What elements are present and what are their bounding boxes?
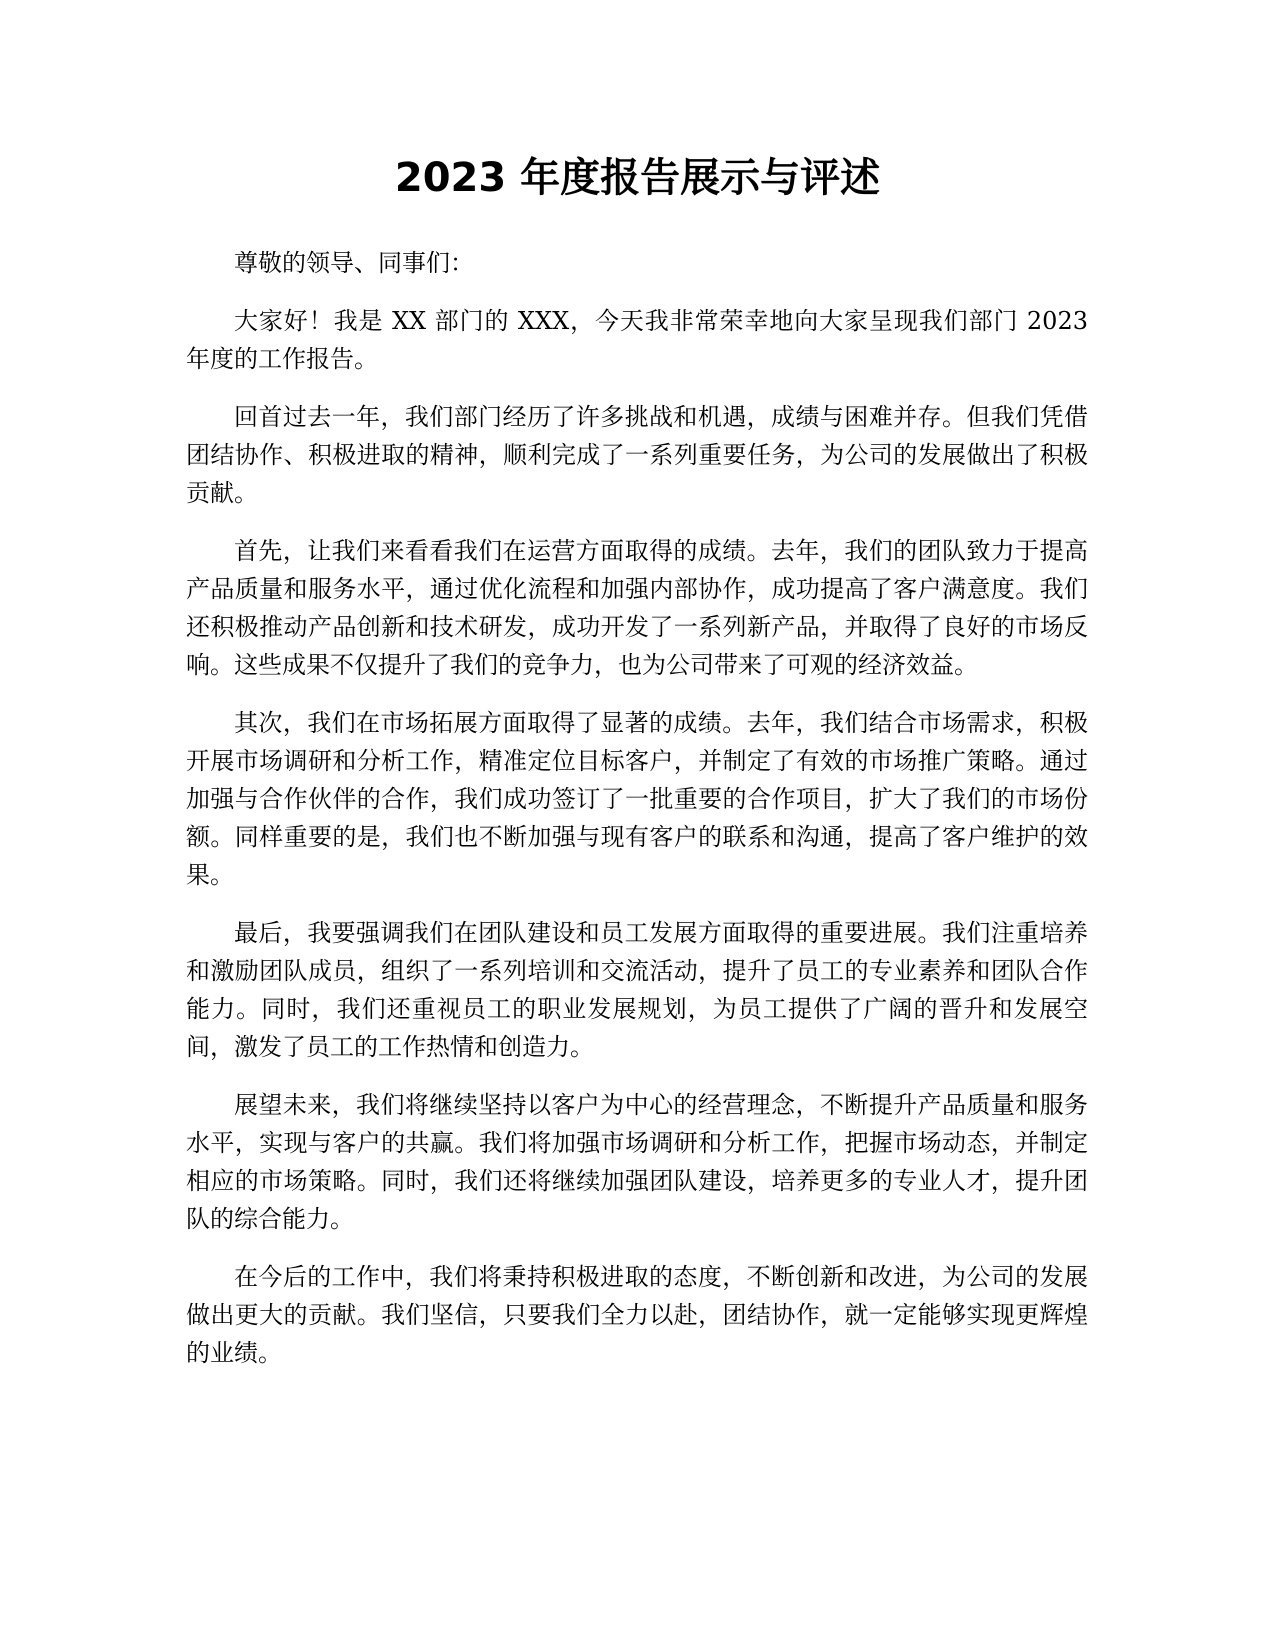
paragraph-closing: 在今后的工作中，我们将秉持积极进取的态度，不断创新和改进，为公司的发展做出更大的贡献。我们坚信，只要我们全力以赴，团结协作，就一定能够实现更辉煌的业绩。 — [186, 1263, 1088, 1367]
document-title: 2023 年度报告展示与评述 — [394, 155, 881, 201]
paragraph-market-expansion: 其次，我们在市场拓展方面取得了显著的成绩。去年，我们结合市场需求，积极开展市场调研和分析工作，精准定位目标客户，并制定了有效的市场推广策略。通过加强与合作伙伴的合作，我们成功签订了一批重要的合作项目，扩大了我们的市场份额。同样重要的是，我们也不断加强与现有客户的联系和沟通，提高了客户维护的效果。 — [186, 709, 1088, 889]
paragraph-greeting: 尊敬的领导、同事们： — [234, 249, 474, 277]
paragraph-introduction: 大家好！我是 XX 部门的 XXX，今天我非常荣幸地向大家呈现我们部门 2023 年度的工作报告。 — [186, 307, 1088, 373]
document-body — [186, 244, 1088, 1392]
paragraph-team-building: 最后，我要强调我们在团队建设和员工发展方面取得的重要进展。我们注重培养和激励团队成员，组织了一系列培训和交流活动，提升了员工的专业素养和团队合作能力。同时，我们还重视员工的职业发展规划，为员工提供了广阔的晋升和发展空间，激发了员工的工作热情和创造力。 — [186, 919, 1088, 1061]
paragraph-operations: 首先，让我们来看看我们在运营方面取得的成绩。去年，我们的团队致力于提高产品质量和服务水平，通过优化流程和加强内部协作，成功提高了客户满意度。我们还积极推动产品创新和技术研发，成功开发了一系列新产品，并取得了良好的市场反响。这些成果不仅提升了我们的竞争力，也为公司带来了可观的经济效益。 — [186, 537, 1088, 679]
paragraph-outlook: 展望未来，我们将继续坚持以客户为中心的经营理念，不断提升产品质量和服务水平，实现与客户的共赢。我们将加强市场调研和分析工作，把握市场动态，并制定相应的市场策略。同时，我们还将继续加强团队建设，培养更多的专业人才，提升团队的综合能力。 — [186, 1091, 1088, 1233]
paragraph-review: 回首过去一年，我们部门经历了许多挑战和机遇，成绩与困难并存。但我们凭借团结协作、积极进取的精神，顺利完成了一系列重要任务，为公司的发展做出了积极贡献。 — [186, 403, 1088, 507]
